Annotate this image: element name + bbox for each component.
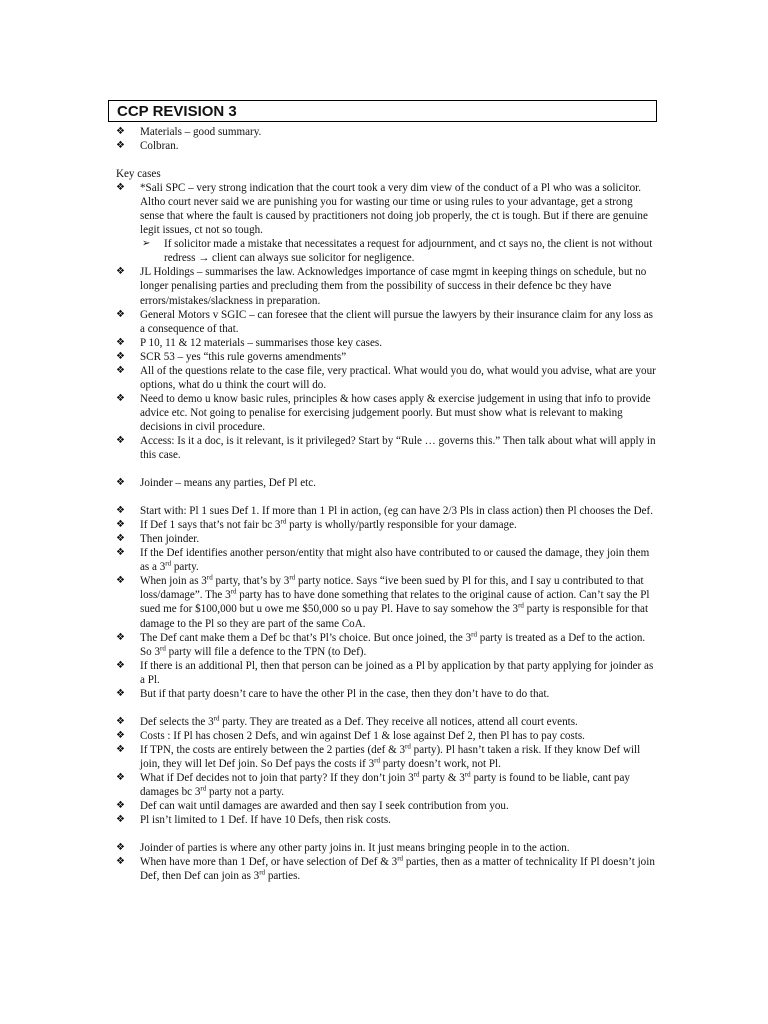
bullet-text: Access: Is it a doc, is it relevant, is it privileged? Start by “Rule … governs this.” Then talk about what will apply in this case. xyxy=(140,434,656,462)
bullet-item xyxy=(116,181,656,237)
diamond-bullet-icon: ❖ xyxy=(116,687,125,699)
page-title: CCP REVISION 3 xyxy=(117,103,237,120)
arrow-bullet-icon: ➢ xyxy=(142,238,151,250)
bullet-item xyxy=(116,659,656,687)
blank-line xyxy=(116,462,656,476)
bullet-item xyxy=(116,364,656,392)
diamond-bullet-icon: ❖ xyxy=(116,392,125,404)
bullet-text: When have more than 1 Def, or have selection of Def & 3rd parties, then as a matter of technicality If Pl doesn’t join Def, then Def can join as 3rd parties. xyxy=(140,854,655,883)
diamond-bullet-icon: ❖ xyxy=(116,505,125,517)
bullet-text: The Def cant make them a Def bc that’s Pl’s choice. But once joined, the 3rd party is treated as a Def to the action. So 3rd party will file a defence to the TPN (to Def). xyxy=(140,629,646,658)
title-box xyxy=(108,100,657,122)
bullet-item xyxy=(116,687,656,701)
bullet-item xyxy=(116,350,656,364)
bullet-text: General Motors v SGIC – can foresee that the client will pursue the lawyers by their insurance claim for any loss as a consequence of that. xyxy=(140,308,653,335)
diamond-bullet-icon: ❖ xyxy=(116,659,125,671)
bullet-text: Start with: Pl 1 sues Def 1. If more than 1 Pl in action, (eg can have 2/3 Pls in class action) then Pl chooses the Def. xyxy=(140,505,653,518)
bullet-item xyxy=(116,125,656,139)
bullet-item xyxy=(116,139,656,153)
bullet-item xyxy=(116,476,656,490)
bullet-item xyxy=(116,392,656,434)
diamond-bullet-icon: ❖ xyxy=(116,631,125,643)
blank-line xyxy=(116,701,656,715)
diamond-bullet-icon: ❖ xyxy=(116,364,125,376)
bullet-text: Joinder of parties is where any other party joins in. It just means bringing people in to the action. xyxy=(140,842,570,855)
bullet-text: Def can wait until damages are awarded and then say I seek contribution from you. xyxy=(140,800,509,813)
bullet-item xyxy=(116,434,656,462)
bullet-item xyxy=(116,799,656,813)
bullet-item xyxy=(116,546,656,574)
diamond-bullet-icon: ❖ xyxy=(116,533,125,545)
bullet-text: But if that party doesn’t care to have the other Pl in the case, then they don’t have to do that. xyxy=(140,687,550,700)
document-body xyxy=(116,125,656,883)
blank-line xyxy=(116,153,656,167)
bullet-item xyxy=(116,841,656,855)
diamond-bullet-icon: ❖ xyxy=(116,266,125,278)
bullet-text: If TPN, the costs are entirely between the 2 parties (def & 3rd party). Pl hasn’t taken a risk. If they know Def will join, they will let Def join. So Def pays the costs if 3rd party doesn’t work, not Pl. xyxy=(140,742,641,770)
bullet-text: Colbran. xyxy=(140,140,179,153)
bullet-text: Def selects the 3rd party. They are treated as a Def. They receive all notices, attend all court events. xyxy=(140,714,578,728)
bullet-text: Need to demo u know basic rules, principles & how cases apply & exercise judgement in using that info to provide advice etc. Not going to penalise for exercising judgement poorly. But must show what is relevant to making decisions in civil procedure. xyxy=(140,392,651,433)
bullet-item xyxy=(116,574,656,630)
diamond-bullet-icon: ❖ xyxy=(116,477,125,489)
bullet-item xyxy=(116,504,656,518)
bullet-text: P 10, 11 & 12 materials – summarises those key cases. xyxy=(140,336,382,349)
bullet-text: Costs : If Pl has chosen 2 Defs, and win against Def 1 & lose against Def 2, then Pl has to pay costs. xyxy=(140,729,585,742)
bullet-item xyxy=(116,729,656,743)
diamond-bullet-icon: ❖ xyxy=(116,729,125,741)
bullet-item xyxy=(116,631,656,659)
blank-line xyxy=(116,490,656,504)
bullet-text: If solicitor made a mistake that necessitates a request for adjournment, and ct says no, the client is not without redress → client can always sue solicitor for negligence. xyxy=(164,238,653,265)
bullet-text: Joinder – means any parties, Def Pl etc. xyxy=(140,477,316,490)
bullet-item xyxy=(116,771,656,799)
bullet-text: Pl isn’t limited to 1 Def. If have 10 Defs, then risk costs. xyxy=(140,814,391,827)
bullet-text: If the Def identifies another person/entity that might also have contributed to or caused the damage, they join them as a 3rd party. xyxy=(140,547,650,574)
bullet-item xyxy=(116,308,656,336)
bullet-text: Then joinder. xyxy=(140,533,200,546)
diamond-bullet-icon: ❖ xyxy=(116,434,125,446)
bullet-text: JL Holdings – summarises the law. Acknowledges importance of case mgmt in keeping things on schedule, but no longer penalising parties and precluding them from the possibility of success in their defence bc they have errors/mistakes/slackness in preparation. xyxy=(140,266,647,307)
diamond-bullet-icon: ❖ xyxy=(116,308,125,320)
diamond-bullet-icon: ❖ xyxy=(116,856,125,868)
diamond-bullet-icon: ❖ xyxy=(116,350,125,362)
bullet-item xyxy=(116,336,656,350)
bullet-text: *Sali SPC – very strong indication that the court took a very dim view of the conduct of a Pl who was a solicitor. Altho court never said we are punishing you for wasting our time or using rules to your advantage, get a strong sense that where the fault is caused by practitioners not doing job properly, the ct is tough. But if there are genuine legit issues, ct not so tough. xyxy=(140,182,648,237)
diamond-bullet-icon: ❖ xyxy=(116,743,125,755)
diamond-bullet-icon: ❖ xyxy=(116,715,125,727)
bullet-item xyxy=(116,532,656,546)
bullet-item xyxy=(116,813,656,827)
diamond-bullet-icon: ❖ xyxy=(116,800,125,812)
diamond-bullet-icon: ❖ xyxy=(116,519,125,531)
bullet-text: Materials – good summary. xyxy=(140,126,262,138)
bullet-item xyxy=(116,715,656,729)
diamond-bullet-icon: ❖ xyxy=(116,126,125,137)
bullet-item xyxy=(116,265,656,307)
diamond-bullet-icon: ❖ xyxy=(116,575,125,587)
bullet-text: If there is an additional Pl, then that person can be joined as a Pl by application by that party applying for joinder as a Pl. xyxy=(140,659,654,686)
blank-line xyxy=(116,827,656,841)
diamond-bullet-icon: ❖ xyxy=(116,547,125,559)
diamond-bullet-icon: ❖ xyxy=(116,842,125,854)
bullet-item xyxy=(116,743,656,771)
section-heading: Key cases xyxy=(116,168,161,181)
diamond-bullet-icon: ❖ xyxy=(116,771,125,783)
bullet-item xyxy=(116,855,656,883)
diamond-bullet-icon: ❖ xyxy=(116,182,125,194)
diamond-bullet-icon: ❖ xyxy=(116,814,125,826)
bullet-text: If Def 1 says that’s not fair bc 3rd party is wholly/partly responsible for your damage. xyxy=(140,517,517,532)
bullet-item xyxy=(116,518,656,532)
bullet-text: When join as 3rd party, that’s by 3rd party notice. Says “ive been sued by Pl for this, and I say u contributed to that loss/damage”. The 3rd party has to have done something that relates to the original cause of action. Can’t say the Pl sued me for $100,000 but u owe me $50,000 so u pay Pl. Have to say somehow the 3rd party is responsible for that damage to the Pl so they are part of the same CoA. xyxy=(140,573,650,630)
bullet-text: What if Def decides not to join that party? If they don’t join 3rd party & 3rd party is found to be liable, cant pay damages bc 3rd party not a party. xyxy=(140,770,630,799)
diamond-bullet-icon: ❖ xyxy=(116,336,125,348)
sub-bullet-item xyxy=(116,237,656,265)
bullet-text: All of the questions relate to the case file, very practical. What would you do, what would you advise, what are your options, what do u think the court will do. xyxy=(140,364,656,391)
diamond-bullet-icon: ❖ xyxy=(116,140,125,152)
bullet-text: SCR 53 – yes “this rule governs amendments” xyxy=(140,350,347,363)
